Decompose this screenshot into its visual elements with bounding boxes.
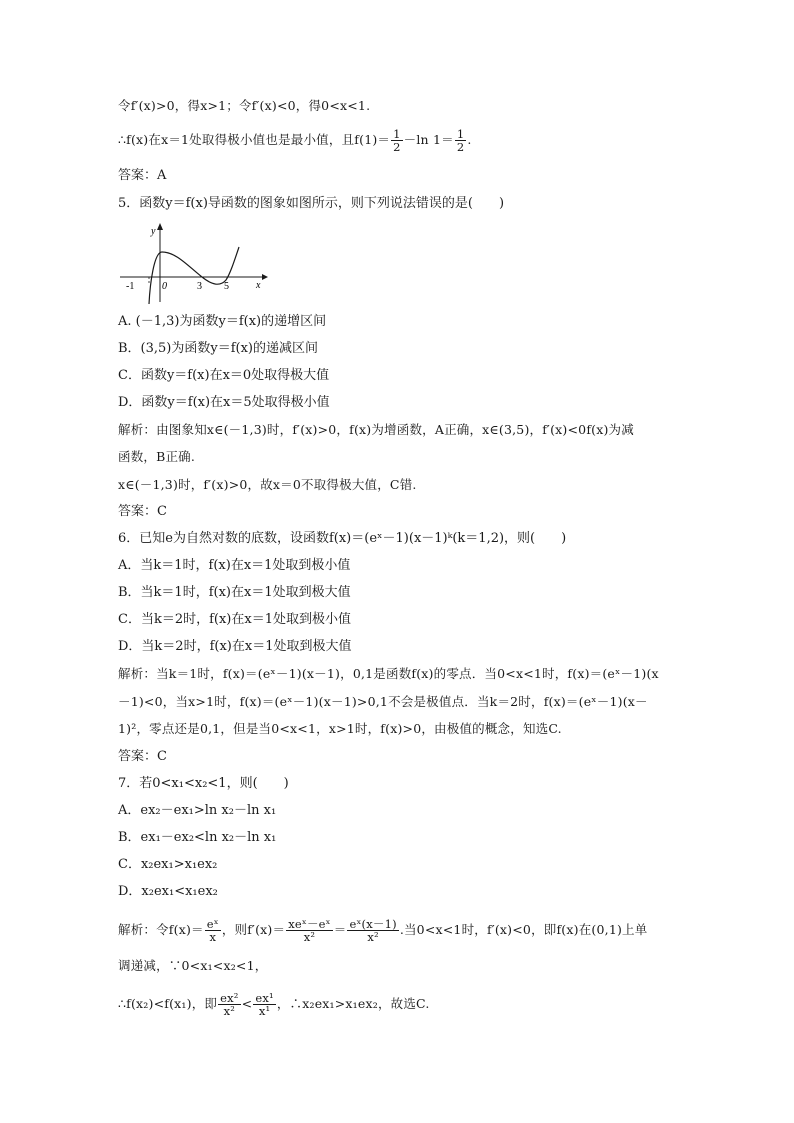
q7-analysis-text-a: 解析：令f(x)＝ [118,922,204,937]
fraction-numerator: eˣ(x－1) [349,917,397,931]
fraction-denominator: x² [303,930,316,944]
fraction-ex1-over-x1 [253,992,276,1017]
q6-analysis-line-1: 解析：当k＝1时，f(x)＝(eˣ－1)(x－1)，0,1是函数f(x)的零点．当0<x<1时，f(x)＝(eˣ－1)(x [118,666,659,681]
fraction-denominator: 2 [393,140,401,154]
q5-analysis-line-3: x∈(－1,3)时，f′(x)>0，故x＝0不取得极大值，C错. [118,477,417,492]
y-axis-label: y [151,226,156,237]
q5-analysis-line-2: 函数，B正确. [118,449,196,464]
q7-option-c: C．x₂ex₁>x₁ex₂ [118,857,218,872]
fraction-derivative-1 [286,918,333,943]
q6-stem: 6．已知e为自然对数的底数，设函数f(x)＝(eˣ－1)(x－1)ᵏ(k＝1,2)，则( ) [118,531,567,546]
fraction-half-1 [391,128,403,153]
fraction-half-2 [455,128,467,153]
equals-sign: ＝ [333,922,347,937]
fraction-denominator: x [209,930,217,944]
tick-minus-1: -1 [126,281,135,292]
tick-5: 5 [224,281,229,292]
q7-analysis-line-1 [118,918,647,943]
fraction-derivative-2 [347,918,398,943]
fraction-numerator: ex² [220,991,239,1005]
q6-analysis-line-2: －1)<0，当x>1时，f(x)＝(eˣ－1)(x－1)>0,1不会是极值点．当k＝2时，f(x)＝(eˣ－1)(x－ [118,694,648,709]
q7-last-text-a: ∴f(x₂)<f(x₁)，即 [118,996,218,1011]
q7-last-text-b: ，∴x₂ex₁>x₁ex₂，故选C. [276,996,430,1011]
prev-line-2 [118,128,472,153]
q5-analysis-line-1: 解析：由图象知x∈(－1,3)时，f′(x)>0，f(x)为增函数，A正确，x∈(3,5)，f′(x)<0f(x)为减 [118,422,634,437]
fraction-numerator: eˣ [206,917,219,931]
fraction-numerator: 1 [393,127,401,141]
q7-stem: 7．若0<x₁<x₂<1，则( ) [118,776,289,791]
less-than-sign: < [241,996,253,1011]
prev-line-2-text-a: ∴f(x)在x＝1处取得极小值也是最小值，且f(1)＝ [118,132,391,147]
q7-analysis-line-2: 调递减，∵0<x₁<x₂<1， [118,958,268,973]
q7-analysis-line-3 [118,992,430,1017]
q6-option-d: D．当k＝2时，f(x)在x＝1处取到极大值 [118,639,352,654]
q5-option-a: A. (－1,3)为函数y＝f(x)的递增区间 [118,314,327,329]
period: . [467,132,472,147]
fraction-numerator: ex¹ [255,991,274,1005]
q5-derivative-graph [118,222,268,304]
tick-3: 3 [197,281,202,292]
q5-stem: 5．函数y＝f(x)导函数的图象如图所示，则下列说法错误的是( ) [118,196,505,211]
x-axis-label: x [256,280,261,291]
q5-option-b: B．(3,5)为函数y＝f(x)的递减区间 [118,341,319,356]
x-axis-arrow [262,274,268,280]
fraction-denominator: x² [367,930,379,944]
prev-answer: 答案：A [118,168,167,183]
q7-analysis-text-b: ，则f′(x)＝ [221,922,286,937]
fraction-denominator: x¹ [258,1004,271,1018]
q7-option-d: D．x₂ex₁<x₁ex₂ [118,884,218,899]
fraction-ex2-over-x2 [218,992,241,1017]
q6-answer: 答案：C [118,749,167,764]
fraction-denominator: 2 [456,140,465,154]
q6-option-c: C．当k＝2时，f(x)在x＝1处取到极小值 [118,612,351,627]
q6-option-a: A．当k＝1时，f(x)在x＝1处取到极小值 [118,558,351,573]
derivative-curve [149,247,239,304]
y-axis-arrow [157,223,163,230]
q5-option-d: D．函数y＝f(x)在x＝5处取得极小值 [118,395,330,410]
q7-option-a: A．ex₂－ex₁>ln x₂－ln x₁ [118,803,277,818]
tick-0: 0 [162,281,167,292]
q7-option-b: B．ex₁－ex₂<ln x₂－ln x₁ [118,830,277,845]
prev-line-2-text-b: －ln 1＝ [403,132,454,147]
fraction-ex-over-x [205,918,221,943]
fraction-numerator: xeˣ－eˣ [288,917,331,931]
fraction-denominator: x² [223,1004,236,1018]
q5-option-c: C．函数y＝f(x)在x＝0处取得极大值 [118,368,330,383]
q7-analysis-text-c: .当0<x<1时，f′(x)<0，即f(x)在(0,1)上单 [399,922,648,937]
q6-option-b: B．当k＝1时，f(x)在x＝1处取到极大值 [118,585,351,600]
q5-answer: 答案：C [118,504,167,519]
prev-line-1: 令f′(x)>0，得x>1；令f′(x)<0，得0<x<1. [118,98,371,113]
q5-graph-svg [118,222,268,304]
fraction-numerator: 1 [456,127,465,141]
q6-analysis-line-3: 1)²，零点还是0,1，但是当0<x<1，x>1时，f(x)>0，由极值的概念，知选C. [118,721,562,736]
